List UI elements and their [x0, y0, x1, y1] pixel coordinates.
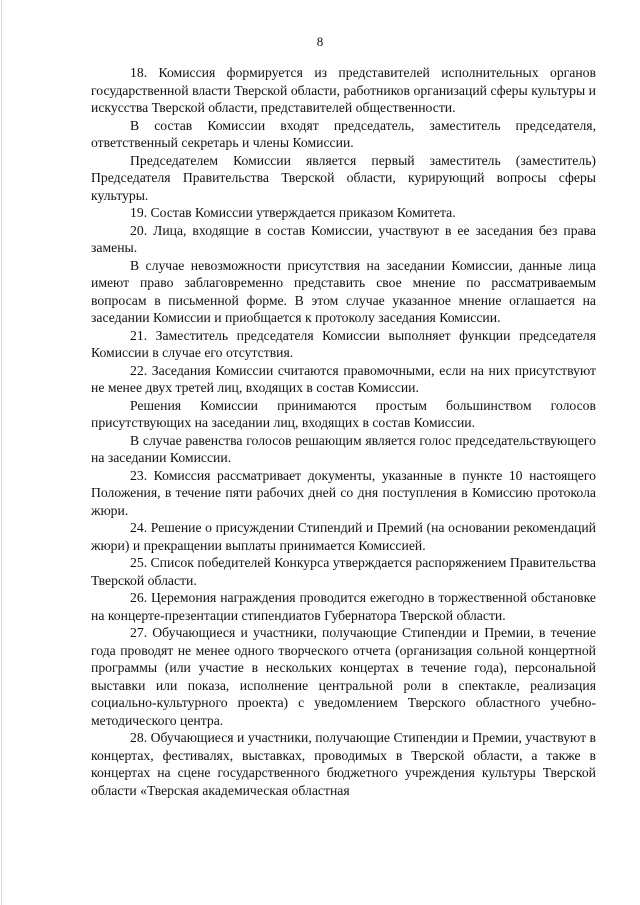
page-edge-line [1, 0, 2, 905]
paragraph-24: 24. Решение о присуждении Стипендий и Премий (на основании рекомендаций жюри) и прекращении выплаты принимается Комиссией. [91, 520, 596, 553]
paragraph-20: 20. Лица, входящие в состав Комиссии, участвуют в ее заседания без права замены. [91, 222, 596, 255]
paragraph-26: 26. Церемония награждения проводится ежегодно в торжественной обстановке на концерте-презентации стипендиатов Губернатора Тверской области. [91, 590, 596, 623]
paragraph-23: 23. Комиссия рассматривает документы, указанные в пункте 10 настоящего Положения, в течение пяти рабочих дней со дня поступления в Комиссию протокола жюри. [91, 467, 596, 518]
paragraph-tie-vote: В случае равенства голосов решающим является голос председательствующего на заседании Комиссии. [91, 432, 596, 465]
paragraph-19: 19. Состав Комиссии утверждается приказом Комитета. [130, 205, 456, 220]
paragraph-commission-chair: Председателем Комиссии является первый заместитель (заместитель) Председателя Правительства Тверской области, курирующий вопросы сферы культуры. [91, 152, 596, 203]
paragraph-22: 22. Заседания Комиссии считаются правомочными, если на них присутствуют не менее двух третей лиц, входящих в состав Комиссии. [91, 362, 596, 395]
page-number: 8 [316, 34, 324, 49]
paragraph-18: 18. Комиссия формируется из представителей исполнительных органов государственной власти Тверской области, работников организаций сферы культуры и искусства Тверской области, представителей общественности. [91, 65, 596, 115]
paragraph-28: 28. Обучающиеся и участники, получающие Стипендии и Премии, участвуют в концертах, фестивалях, выставках, проводимых в Тверской области, а также в концертах на сцене государственного бюджетного учреждения культуры Тверской области «Тверская академическая областная [91, 730, 596, 798]
paragraph-27: 27. Обучающиеся и участники, получающие Стипендии и Премии, в течение года проводят не менее одного творческого отчета (организация сольной концертной программы (или участие в нескольких концертах в течение года), персональной выставки или показа, исполнение центральной роли в спектакле, реализация социально-культурного проекта) с уведомлением Тверского областного учебно-методического центра. [91, 625, 596, 728]
paragraph-absence-opinion: В случае невозможности присутствия на заседании Комиссии, данные лица имеют право заблаговременно представить свое мнение по рассматриваемым вопросам в письменной форме. В этом случае указанное мнение оглашается на заседании Комиссии и приобщается к протоколу заседания Комиссии. [91, 257, 596, 325]
document-body [91, 64, 596, 799]
paragraph-21: 21. Заместитель председателя Комиссии выполняет функции председателя Комиссии в случае его отсутствия. [91, 327, 596, 360]
paragraph-commission-composition: В состав Комиссии входят председатель, заместитель председателя, ответственный секретарь и члены Комиссии. [91, 117, 596, 150]
paragraph-25: 25. Список победителей Конкурса утверждается распоряжением Правительства Тверской области. [91, 555, 596, 588]
paragraph-decisions-majority: Решения Комиссии принимаются простым большинством голосов присутствующих на заседании лиц, входящих в состав Комиссии. [91, 397, 596, 430]
